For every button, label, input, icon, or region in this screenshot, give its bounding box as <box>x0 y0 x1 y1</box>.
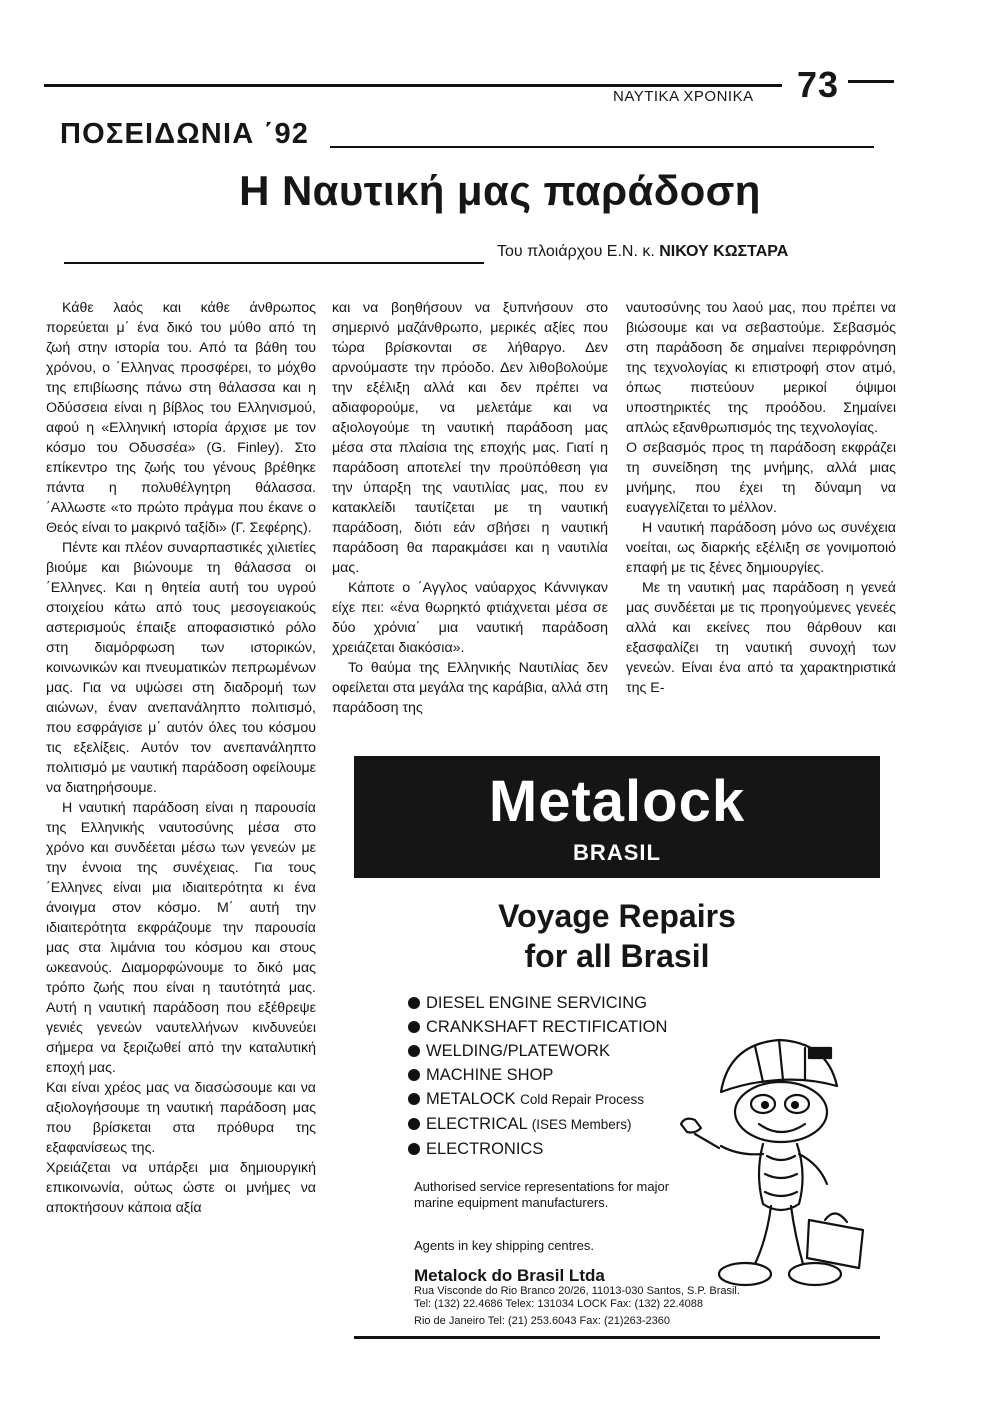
paragraph: Με τη ναυτική μας παράδοση η γενεά μας συνδέεται με τις προηγούμενες γενεές αλλά και εκείνες που θάρθουν και εξασφαλίζει τη ναυτική συνοχή των γενεών. Είναι ένα από τα χαρακτηριστικά της Ε- <box>626 580 896 696</box>
service-label: METALOCK <box>426 1090 516 1108</box>
ad-bottom-rule <box>354 1336 880 1339</box>
section-title: ΠΟΣΕΙΔΩΝΙΑ ΄92 <box>60 118 310 150</box>
service-label: MACHINE SHOP <box>426 1066 554 1084</box>
bullet-icon <box>408 1021 420 1033</box>
paragraph: Πέντε και πλέον συναρπαστικές χιλιετίες βιούμε και βιώνουμε τη θάλασσα οι ΄Ελληνες. Και η θητεία αυτή του υγρού στοιχείου κάτω από τους μεσογειακούς αστερισμούς έπαιξε αποφασιστικό ρόλο στη διαμόρφωση των ιστορικών, κοινωνικών και πνευματικών πεπρωμένων μας. Για να υψώσει στη διαδρομή των αιώνων, έναν ανεπανάληπτο πολιτισμό, που εσφράγισε μ΄ αυτόν όλες του κόσμου τις εξελίξεις. Αυτόν τον ανεπανάληπτο πολιτισμό με ναυτική παράδοση οφείλουμε να διατηρήσουμε. <box>46 540 316 796</box>
header-rule-left <box>44 84 782 87</box>
paragraph: Χρειάζεται να υπάρξει μια δημιουργική επικοινωνία, ούτως ώστε οι μνήμες να αποκτήσουν κάποια αξία <box>46 1160 316 1216</box>
bullet-icon <box>408 1069 420 1081</box>
bullet-icon <box>408 1093 420 1105</box>
ad-agents: Agents in key shipping centres. <box>414 1238 594 1253</box>
service-item <box>408 1112 667 1137</box>
paragraph: Και είναι χρέος μας να διασώσουμε και να αξιολογήσουμε τη ναυτική παράδοση μας που βρίσκεται στα πρόθυρα της εξαφανίσεως της. <box>46 1080 316 1156</box>
section-rule <box>330 146 874 148</box>
service-item <box>408 1137 667 1161</box>
ad-note: Authorised service representations for major marine equipment manufacturers. <box>414 1179 670 1210</box>
service-item <box>408 1063 667 1087</box>
paragraph: Κάθε λαός και κάθε άνθρωπος πορεύεται μ΄ ένα δικό του μύθο από τη ζωή στην ιστορία του. Από τα βάθη του χρόνου, ο ΄Ελληνας προσφέρει, το μόχθο της επιβίωσης πάνω στη θάλασσα και η Οδύσσεια είναι η βίβλος του Ελληνισμού, αφού η «Ελληνική ιστορία άρχισε με τον κόσμο του Οδυσσέα» (G. Finley). Στο επίκεντρο της ζωής του γένους βρέθηκε πάντα η πολυθέλγητρη θάλασσα. ΄Αλλωστε «το πρώτο πράγμα που έκανε ο Θεός είναι το μακρινό ταξίδι» (Γ. Σεφέρης). <box>46 300 316 536</box>
ad-company-name: Metalock do Brasil Ltda <box>414 1266 605 1285</box>
ad-address-line: Tel: (132) 22.4686 Telex: 131034 LOCK Fax: (132) 22.4088 <box>414 1298 704 1310</box>
service-sublabel: Cold Repair Process <box>520 1092 644 1107</box>
service-sublabel: (ISES Members) <box>531 1117 632 1132</box>
bullet-icon <box>408 1118 420 1130</box>
ad-rio-contact: Rio de Janeiro Tel: (21) 253.6043 Fax: (21)263-2360 <box>414 1315 671 1327</box>
paragraph: Η ναυτική παράδοση μόνο ως συνέχεια νοείται, ως διαρκής εξέλιξη σε γονιμοποιό επαφή με τις ξένες δημιουργίες. <box>626 520 896 576</box>
paragraph: Κάποτε ο ΄Αγγλος ναύαρχος Κάννιγκαν είχε πει: «ένα θωρηκτό φτιάχνεται μέσα σε δύο χρόνια΄ μια ναυτική παράδοση χρειάζεται διακόσια». <box>332 580 608 656</box>
ad-tagline-line: Voyage Repairs <box>498 898 736 934</box>
byline <box>497 243 788 261</box>
ad-tagline <box>354 896 880 976</box>
ad-brand-country: BRASIL <box>573 840 661 865</box>
metalock-advertisement <box>354 756 880 1336</box>
service-label: WELDING/PLATEWORK <box>426 1042 610 1060</box>
service-item <box>408 1015 667 1039</box>
ad-tagline-line: for all Brasil <box>524 938 710 974</box>
paragraph: ναυτοσύνης του λαού μας, που πρέπει να βιώσουμε και να σεβαστούμε. Σεβασμός στη παράδοση δε σημαίνει περιφρόνηση της τεχνολογίας κι επιστροφή στον ατμό, όπως πιστεύουν μερικοί όψιμοι υποστηρικτές της προόδου. Σημαίνει απλώς εξανθρωπισμός της τεχνολογίας. <box>626 300 896 436</box>
paragraph: και να βοηθήσουν να ξυπνήσουν στο σημερινό μαζάνθρωπο, μερικές αξίες που τώρα βρίσκονται σε λήθαργο. Δεν αρνούμαστε την πρόοδο. Δεν λιθοβολούμε την εξέλιξη αλλά και δεν πρέπει να αδιαφορούμε, να μελετάμε και να αξιολογούμε τη ναυτική παράδοση μας μέσα στα πλαίσια της εποχής μας. Γιατί η παράδοση αποτελεί την προϋπόθεση για την ύπαρξη της ναυτιλίας μας, που εν κατακλείδι ταυτίζεται με τη ναυτική παράδοση, διότι εάν σβήσει η ναυτική παράδοση θα παρακμάσει και η ναυτιλία μας. <box>332 300 608 576</box>
byline-prefix: Του πλοιάρχου Ε.Ν. κ. <box>497 243 660 260</box>
ad-brand-logo: Metalock <box>488 769 746 834</box>
bullet-icon <box>408 1045 420 1057</box>
ad-services-list <box>408 991 667 1161</box>
article-headline: Η Ναυτική μας παράδοση <box>239 167 761 214</box>
article-column-1 <box>46 298 316 1218</box>
running-title: ΝΑΥΤΙΚΑ ΧΡΟΝΙΚΑ <box>613 88 754 105</box>
header-rule-right <box>848 80 894 83</box>
article-column-3 <box>626 298 896 698</box>
service-label: DIESEL ENGINE SERVICING <box>426 994 647 1012</box>
service-label: CRANKSHAFT RECTIFICATION <box>426 1018 668 1036</box>
bullet-icon <box>408 997 420 1009</box>
ad-address <box>414 1285 740 1311</box>
service-item <box>408 1087 667 1112</box>
ad-address-line: Rua Visconde do Rio Branco 20/26, 11013-030 Santos, S.P. Brasil. <box>414 1285 740 1297</box>
service-item <box>408 1039 667 1063</box>
mechanic-mascot-illustration <box>659 1024 874 1324</box>
paragraph: Το θαύμα της Ελληνικής Ναυτιλίας δεν οφείλεται στα μεγάλα της καράβια, αλλά στη παράδοση της <box>332 660 608 716</box>
bullet-icon <box>408 1143 420 1155</box>
ad-banner <box>354 756 880 878</box>
byline-name: ΝΙΚΟΥ ΚΩΣΤΑΡΑ <box>659 243 789 260</box>
service-label: ELECTRONICS <box>426 1140 544 1158</box>
byline-rule <box>64 262 484 264</box>
paragraph: Ο σεβασμός προς τη παράδοση εκφράζει τη συνείδηση της μνήμης, αλλά μιας μνήμης, που έχει τη δύναμη να ευαγγελίζεται το μέλλον. <box>626 440 896 516</box>
page-number: 73 <box>797 64 840 105</box>
paragraph: Η ναυτική παράδοση είναι η παρουσία της Ελληνικής ναυτοσύνης μέσα στο χρόνο και συνδέεται μέσω των γενεών με την έννοια της συνέχειας. Για τους ΄Ελληνες είναι μια ιδιαιτερότητα κι ένα άνοιγμα στον κόσμο. Μ΄ αυτή την ιδιαιτερότητα εκφράζουμε την παρουσία μας στα λιμάνια του κόσμου και στους ωκεανούς. Διαμορφώνουμε το δικό μας τρόπο ζωής που είναι η ταυτότητά μας. Αυτή η ναυτική παράδοση που εξέθρεψε γενιές γενεών ναυτελλήνων κινδυνεύει σήμερα να ξεριζωθεί από την καταλυτική εποχή μας. <box>46 800 316 1076</box>
article-column-2 <box>332 298 608 718</box>
service-item <box>408 991 667 1015</box>
service-label: ELECTRICAL <box>426 1115 528 1133</box>
